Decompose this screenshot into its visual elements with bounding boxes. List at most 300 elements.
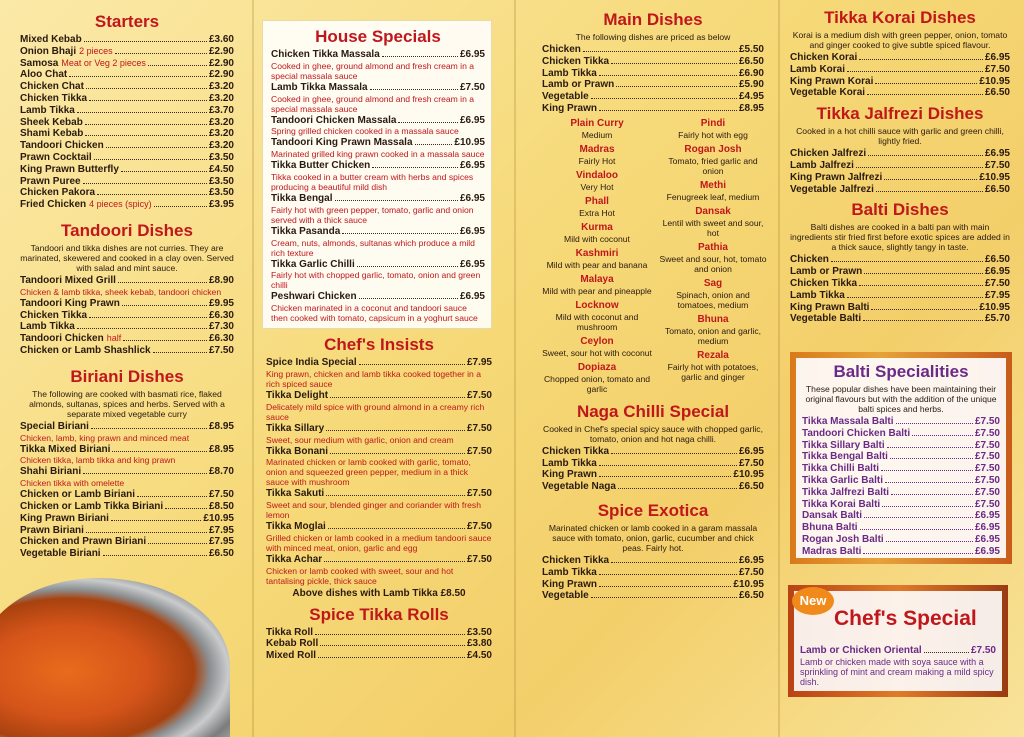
dot-leader [89,100,207,101]
new-badge: New [792,587,834,615]
menu-item-price: £3.70 [208,104,234,116]
menu-item-name: Chicken Tikka [20,309,88,321]
menu-item-name: Kebab Roll [266,638,319,650]
menu-item-price: £7.50 [974,486,1000,498]
menu-item-name: Onion Bhaji [20,45,77,57]
menu-item-name: Tikka Garlic Balti [802,474,883,486]
menu-item-desc: Delicately mild spice with ground almond in a creamy rich sauce [266,401,485,422]
curry-style [658,206,768,238]
menu-item-row [266,650,492,662]
menu-item-price: £6.90 [738,67,764,79]
menu-item-price: £3.20 [208,92,234,104]
menu-item-price: £6.95 [984,52,1010,63]
menu-item-desc: Cooked in ghee, ground almond and fresh cream in a special massala sauce [271,93,475,114]
menu-item-name: Tandoori King Prawn [20,297,120,309]
menu-item-desc: Grilled chicken or lamb cooked in a medium tandoori sauce with minced meat, onion, garlic and egg [266,532,492,553]
curry-style [658,278,768,310]
menu-item-row [266,638,492,650]
menu-item-name: Prawn Biriani [20,524,84,536]
menu-item-price: £7.50 [738,566,764,578]
menu-item-price: £3.95 [208,199,234,211]
dot-leader [121,171,207,172]
menu-item-row [266,521,492,533]
chefs-insists-title: Chef's Insists [324,335,434,355]
menu-item-name: Prawn Cocktail [20,151,92,163]
menu-item-name: Tandoori Mixed Grill [20,274,116,286]
curry-desc: Chopped onion, tomato and garlic [543,373,651,394]
naga-title: Naga Chilli Special [576,401,730,421]
menu-item-name: Chicken Tikka [542,445,610,457]
biriani-intro: The following are cooked with basmati rice, flaked almonds, sultanas, spices and herbs. Served with a separate mixed vegetable curry [29,388,225,419]
dot-leader [328,528,465,529]
menu-item-name: Chicken or Lamb Biriani [20,489,136,501]
curry-name: Kurma [581,221,613,233]
menu-item-name: Chicken Pakora [20,187,96,199]
menu-item-row [20,321,234,333]
menu-item-row [266,423,492,435]
dot-leader [611,562,737,563]
curry-name: Dansak [695,205,731,217]
dot-leader [891,494,973,495]
menu-item-price: £3.50 [208,187,234,199]
menu-item-price: £6.50 [738,55,764,67]
menu-item-row [20,34,234,46]
curry-desc: Tomato, fried garlic and onion [668,155,758,176]
menu-item-name: Tikka Bengal [271,192,333,204]
menu-item-row [271,193,485,205]
curry-style [542,362,652,394]
dot-leader [415,144,453,145]
menu-item-row [790,313,1010,325]
dot-leader [123,340,207,341]
menu-item-price: £7.50 [466,553,492,565]
naga-intro: Cooked in Chef's special spicy sauce with chopped garlic, tomato, onion and hot naga chilli. [543,423,763,444]
menu-item-row [266,446,492,458]
jalfrezi-list [790,148,1010,195]
chefs-special-box [788,585,1008,697]
menu-item-name: Shahi Biriani [20,466,82,478]
curry-desc: Mild with coconut [564,233,630,244]
menu-item-price: £7.50 [466,521,492,533]
curry-desc: Extra Hot [579,207,615,218]
menu-item-price: £6.95 [984,148,1010,160]
dot-leader [890,458,973,459]
curry-name: Rogan Josh [684,143,742,155]
menu-item-name: Tikka Sillary Balti [802,439,885,451]
korai-intro: Korai is a medium dish with green pepper, onion, tomato and ginger cooked to give subtle spiced flavour. [792,30,1008,50]
menu-item-price: £3.80 [466,638,492,650]
dot-leader [867,94,983,95]
curry-style [542,170,652,192]
menu-item-name: Tikka Bengal Balti [802,451,888,463]
korai-title: Tikka Korai Dishes [824,8,976,27]
dot-leader [882,506,973,507]
dot-leader [599,75,737,76]
menu-item-row [20,501,234,513]
dot-leader [599,110,737,111]
curry-style [542,196,652,218]
menu-item-price: £6.95 [974,533,1000,545]
menu-item-price: £6.50 [738,481,764,493]
menu-item-row [20,140,234,152]
menu-item-row [542,458,764,470]
dot-leader [77,112,207,113]
menu-item-row [20,513,234,525]
curry-name: Sag [703,277,723,289]
menu-item-name: King Prawn Balti [790,301,870,313]
menu-item-qualifier: half [106,333,122,344]
menu-item-row [20,176,234,188]
menu-item-row [271,137,485,149]
menu-item-row [790,172,1010,184]
dot-leader [137,496,207,497]
balti-spec-title: Balti Specialities [833,362,969,381]
dot-leader [611,453,737,454]
curries-right [658,118,768,398]
menu-item-price: £7.50 [984,277,1010,289]
jalfrezi-title: Tikka Jalfrezi Dishes [816,104,984,124]
menu-item-price: £7.95 [984,289,1010,301]
dot-leader [324,561,465,562]
menu-item-name: Tikka Delight [266,389,329,401]
menu-item-name: Lamb Tikka [542,457,597,469]
menu-item-row [542,68,764,80]
menu-item-price: £7.50 [984,159,1010,171]
menu-item-desc: Cream, nuts, almonds, sultanas which produce a mild rich texture [271,237,475,258]
dot-leader [69,76,207,77]
menu-item-row [542,79,764,91]
tandoori-intro: Tandoori and tikka dishes are not curries. They are marinated, skewered and cooked in a clay oven. Served with salad and mint sauce. [20,242,234,273]
menu-item-name: Vegetable Jalfrezi [790,183,874,195]
dot-leader [382,56,458,57]
menu-item-price: £8.50 [208,500,234,512]
menu-item-name: King Prawn Butterfly [20,163,119,175]
menu-item-price: £2.90 [208,45,234,57]
menu-item-desc: Chicken tikka, lamb tikka and king prawn [20,455,176,466]
menu-item-name: Tikka Korai Balti [802,498,881,510]
dot-leader [924,652,969,653]
menu-item-row [20,536,234,548]
curry-desc: Fairly hot with potatoes, garlic and ginger [667,361,759,382]
menu-item-price: £3.20 [208,140,234,152]
curry-name: Methi [699,179,727,191]
menu-item-name: Chicken Tikka [542,55,610,67]
menu-item-desc: Chicken & lamb tikka, sheek kebab, tandoori chicken [20,286,222,297]
dot-leader [83,473,207,474]
menu-item-qualifier: 4 pieces (spicy) [89,199,152,210]
dot-leader [83,183,207,184]
dot-leader [591,597,737,598]
menu-item-price: £6.50 [738,590,764,602]
dot-leader [599,586,731,587]
menu-item-name: King Prawn Jalfrezi [790,171,883,183]
menu-item-price: £7.95 [466,357,492,369]
dot-leader [91,428,207,429]
dot-leader [370,89,458,90]
menu-item-price: £7.50 [466,445,492,457]
dot-leader [111,520,202,521]
menu-item-row [790,160,1010,172]
menu-item-row [271,82,485,94]
dot-leader [859,59,983,60]
dot-leader [847,297,983,298]
menu-item-row [20,421,234,433]
menu-item-price: £7.50 [974,498,1000,510]
dot-leader [372,167,458,168]
menu-item-name: Chicken [790,254,829,266]
dot-leader [148,543,207,544]
dot-leader [85,135,207,136]
main-list [542,44,764,115]
dot-leader [89,317,207,318]
menu-item-price: £6.95 [974,510,1000,522]
menu-item-price: £6.30 [208,333,234,345]
menu-item-desc: Chicken marinated in a coconut and tandoori sauce then cooked with tomato, capsicum in a yoghurt sauce [271,303,478,324]
menu-item-name: King Prawn [542,469,598,481]
chef-special-desc: Lamb or chicken made with soya sauce with a sprinkling of mint and cream making a mild spicy dish. [800,656,994,687]
panel-main [514,0,778,737]
dot-leader [112,451,207,452]
menu-item-price: £8.95 [208,443,234,455]
curry-desc: Sweet, sour hot with coconut [542,347,652,358]
dot-leader [583,51,737,52]
menu-item-price: £8.95 [208,420,234,432]
menu-item-name: Sheek Kebab [20,116,83,128]
menu-item-price: £10.95 [733,469,764,481]
dot-leader [599,465,737,466]
curry-name: Madras [579,143,615,155]
menu-item-desc: Tikka cooked in a butter cream with herbs and spices producing a beautiful mild dish [271,171,474,192]
dot-leader [864,273,983,274]
menu-item-name: Rogan Josh Balti [802,533,884,545]
menu-item-name: Tandoori Chicken Massala [271,114,397,126]
menu-item-row [20,444,234,456]
dot-leader [326,430,465,431]
menu-item-price: £7.50 [208,344,234,356]
dot-leader [115,53,207,54]
menu-item-price: £7.50 [974,474,1000,486]
menu-item-price: £9.95 [208,297,234,309]
menu-item-desc: King prawn, chicken and lamb tikka cooked together in a rich spiced sauce [266,368,481,389]
panel-korai-balti [778,0,1024,737]
menu-item-row [542,555,764,567]
menu-item-name: Vegetable Naga [542,481,616,493]
tikka-rolls-list [266,627,492,662]
menu-item-name: Chicken Jalfrezi [790,148,867,160]
menu-item-name: Lamb Korai [790,63,846,75]
menu-item-qualifier: 2 pieces [79,45,113,56]
menu-item-desc: Marinated chicken or lamb cooked with garlic, tomato, onion and squeezed green pepper, medium in a thick sauce with mushroom [266,457,471,488]
biriani-list [20,421,234,560]
menu-item-row [20,187,234,199]
menu-item-row [790,266,1010,278]
menu-item-desc: Chicken, lamb, king prawn and minced meat [20,432,190,443]
dot-leader [153,352,207,353]
menu-item-row [20,69,234,81]
menu-item-desc: Marinated grilled king prawn cooked in a massala sauce [271,149,485,160]
curry-desc: Medium [581,129,613,140]
dot-leader [881,470,973,471]
dot-leader [398,122,458,123]
menu-item-row [271,160,485,172]
menu-item-name: Lamb Tikka Massala [271,81,368,93]
menu-item-price: £6.95 [984,266,1010,278]
dot-leader [118,282,207,283]
curry-style [542,300,652,332]
menu-item-name: Tikka Butter Chicken [271,160,371,172]
menu-item-price: £2.90 [208,57,234,69]
menu-item-name: Chicken Tikka Massala [271,49,380,60]
curry-name: Locknow [575,299,619,311]
menu-item-name: Mixed Kebab [20,34,82,45]
dot-leader [599,476,731,477]
menu-item-name: Shami Kebab [20,128,84,140]
menu-item-row [802,451,1000,463]
menu-item-name: Tikka Chilli Balti [802,463,880,475]
menu-item-row [802,463,1000,475]
house-list [271,49,485,323]
menu-item-name: Lamb Tikka [20,104,75,116]
menu-item-row [266,357,492,369]
dot-leader [885,482,973,483]
menu-item-row [20,310,234,322]
menu-item-row [20,275,234,287]
menu-item-name: King Prawn [542,102,598,114]
menu-item-row [271,226,485,238]
starters-list [20,34,234,211]
main-intro: The following dishes are priced as below [575,32,731,42]
menu-item-price: £7.50 [459,81,485,93]
menu-item-row [20,152,234,164]
menu-item-row [790,148,1010,160]
menu-item-price: £7.50 [738,457,764,469]
menu-item-row [20,58,234,70]
menu-item-price: £10.95 [979,171,1010,183]
panel-specials [252,0,514,737]
curry-name: Pathia [697,241,728,253]
menu-item-price: £3.50 [208,151,234,163]
menu-item-price: £3.20 [208,128,234,140]
curry-style [542,144,652,166]
tikka-rolls-title: Spice Tikka Rolls [309,604,449,624]
dot-leader [335,200,458,201]
menu-item-row [542,567,764,579]
menu-item-row [790,87,1010,99]
menu-item-row [802,510,1000,522]
curry-style [658,314,768,346]
dot-leader [94,159,207,160]
menu-item-row [20,105,234,117]
dot-leader [122,305,207,306]
dot-leader [599,574,737,575]
menu-item-row [802,546,1000,558]
menu-item-name: Chicken or Lamb Tikka Biriani [20,500,164,512]
menu-item-price: £6.95 [459,258,485,270]
exotica-intro: Marinated chicken or lamb cooked in a garam massala sauce with tomato, onion, garlic, cucumber and chick peas. Fairly hot. [548,522,758,553]
dot-leader [618,488,737,489]
curry-name: Bhuna [697,313,729,325]
menu-item-row [266,488,492,500]
menu-item-price: £4.95 [738,91,764,103]
balti-title: Balti Dishes [851,200,949,220]
curry-name: Dopiaza [577,361,617,373]
menu-item-name: Tikka Roll [266,626,314,638]
menu-item-row [542,44,764,56]
curry-desc: Fenugreek leaf, medium [666,191,760,202]
menu-item-price: £6.95 [459,291,485,303]
menu-item-row [266,390,492,402]
menu-item-name: Tandoori Chicken [20,333,104,345]
jalfrezi-intro: Cooked in a hot chilli sauce with garlic and green chilli, lightly fried. [796,126,1004,147]
menu-item-name: Tikka Sillary [266,422,325,434]
menu-item-name: Peshwari Chicken [271,291,357,303]
menu-item-price: £5.50 [738,44,764,55]
menu-item-price: £7.50 [466,422,492,434]
menu-item-name: Chicken Tikka [20,92,88,104]
menu-item-name: Vegetable Korai [790,87,866,99]
menu-item-row [20,345,234,357]
dot-leader [884,179,977,180]
menu-item-price: £7.50 [208,489,234,501]
dot-leader [864,517,973,518]
menu-item-name: Tikka Achar [266,553,323,565]
menu-item-price: £4.50 [466,650,492,662]
menu-item-price: £6.95 [738,554,764,566]
dot-leader [97,194,207,195]
curry-name: Phall [585,195,609,207]
exotica-title: Spice Exotica [597,500,709,520]
korai-list [790,52,1010,99]
curry-style [658,242,768,274]
menu-item-name: Samosa [20,57,59,69]
curry-desc: Fairly hot with egg [678,129,748,140]
menu-item-price: £10.95 [979,301,1010,313]
menu-item-row [20,93,234,105]
menu-item-name: King Prawn Biriani [20,512,109,524]
dot-leader [330,453,465,454]
menu-item-row [542,469,764,481]
curry-style [542,222,652,244]
menu-item-name: King Prawn [542,578,598,590]
menu-item-name: Vegetable Balti [790,313,862,325]
menu-item-name: Prawn Puree [20,175,81,187]
curry-style [658,350,768,382]
balti-intro: Balti dishes are cooked in a balti pan with main ingredients stir fried first before exotic spices are added in a thick sauce, slightly tangy in taste. [790,222,1010,253]
curry-desc: Mild with pear and pineapple [542,285,652,296]
menu-item-row [542,56,764,68]
menu-item-price: £6.95 [459,160,485,172]
curry-desc: Sweet and sour, hot, tomato and onion [659,253,767,274]
menu-item-name: Tikka Sakuti [266,488,325,500]
menu-item-price: £6.50 [208,548,234,560]
menu-item-row [271,49,485,61]
menu-item-name: Tikka Jalfrezi Balti [802,486,890,498]
menu-item-row [266,554,492,566]
menu-item-row [20,81,234,93]
dot-leader [863,553,973,554]
menu-item-row [790,184,1010,196]
menu-item-row [271,291,485,303]
balti-list [790,254,1010,325]
tandoori-list [20,275,234,357]
menu-item-name: Lamb Tikka [542,67,597,79]
menu-item-name: Aloo Chat [20,69,68,81]
menu-item-row [20,117,234,129]
menu-item-name: Vegetable Biriani [20,548,101,560]
menu-item-price: £6.95 [459,114,485,126]
balti-specialities-box [790,352,1012,564]
menu-item-desc: Cooked in ghee, ground almond and fresh cream in a special massala sauce [271,60,475,81]
